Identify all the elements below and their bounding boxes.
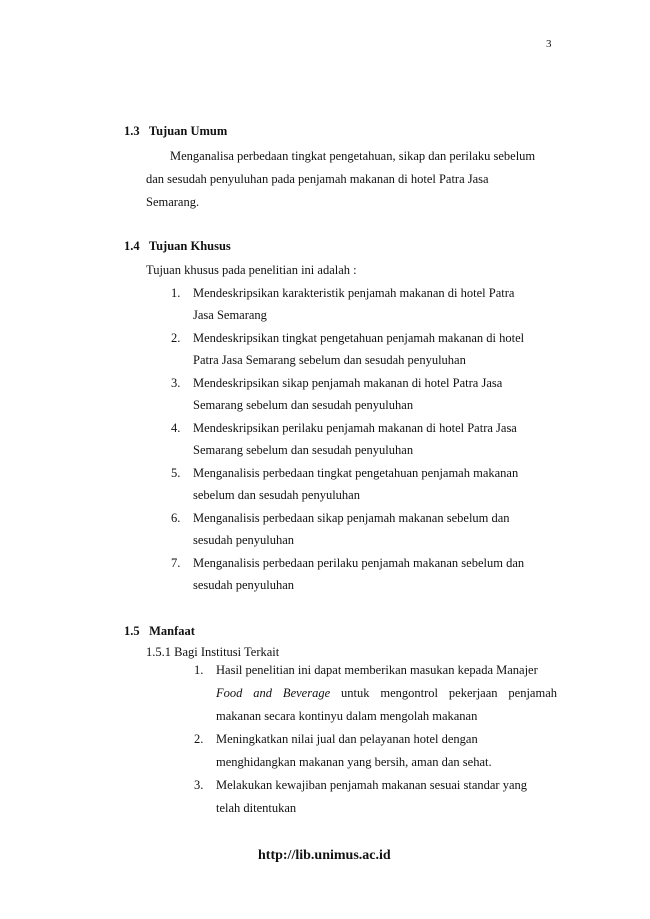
section-title: Tujuan Khusus (148, 239, 231, 253)
list-item-text: untuk mengontrol pekerjaan penjamah (341, 686, 557, 700)
list-number: 3. (194, 778, 204, 792)
italic-term: Food and Beverage (216, 686, 331, 700)
intro-text: Tujuan khusus pada penelitian ini adalah : (146, 263, 357, 277)
list-number: 3. (171, 376, 181, 390)
list-number: 4. (171, 421, 181, 435)
paragraph-line: dan sesudah penyuluhan pada penjamah makanan di hotel Patra Jasa (146, 172, 489, 186)
list-item-line: Meningkatkan nilai jual dan pelayanan hotel dengan (216, 732, 478, 746)
list-item-line: Menganalisis perbedaan sikap penjamah makanan sebelum dan (193, 511, 510, 525)
list-item-line: Mendeskripsikan tingkat pengetahuan penjamah makanan di hotel (193, 331, 525, 345)
list-item-line: sesudah penyuluhan (193, 578, 295, 592)
paragraph-line: Semarang. (146, 195, 200, 209)
list-item-line: telah ditentukan (216, 801, 297, 815)
footer-url: http://lib.unimus.ac.id (258, 848, 391, 863)
list-item-line: Melakukan kewajiban penjamah makanan sesuai standar yang (216, 778, 527, 792)
list-number: 2. (194, 732, 204, 746)
list-item-line: menghidangkan makanan yang bersih, aman dan sehat. (216, 755, 492, 769)
section-number: 1.4 (124, 239, 140, 253)
list-item-line: Menganalisis perbedaan tingkat pengetahuan penjamah makanan (193, 466, 519, 480)
list-item-line: Menganalisis perbedaan perilaku penjamah makanan sebelum dan (193, 556, 525, 570)
section-heading-1-3 (124, 124, 227, 139)
list-number: 1. (194, 663, 204, 677)
list-item-line: makanan secara kontinyu dalam mengolah makanan (216, 709, 478, 723)
list-item-line: Mendeskripsikan sikap penjamah makanan di hotel Patra Jasa (193, 376, 503, 390)
list-item-line: sebelum dan sesudah penyuluhan (193, 488, 360, 502)
list-item-line: Jasa Semarang (193, 308, 267, 322)
section-heading-1-5 (124, 624, 195, 639)
list-number: 7. (171, 556, 181, 570)
list-item-line: Semarang sebelum dan sesudah penyuluhan (193, 443, 414, 457)
paragraph-line: Menganalisa perbedaan tingkat pengetahuan, sikap dan perilaku sebelum (170, 149, 536, 163)
list-number: 5. (171, 466, 181, 480)
list-item-line: sesudah penyuluhan (193, 533, 295, 547)
list-number: 6. (171, 511, 181, 525)
list-item-line: Hasil penelitian ini dapat memberikan masukan kepada Manajer (216, 663, 538, 677)
list-item-line: Mendeskripsikan karakteristik penjamah makanan di hotel Patra (193, 286, 515, 300)
section-title: Tujuan Umum (148, 124, 228, 138)
list-item-line: Patra Jasa Semarang sebelum dan sesudah penyuluhan (193, 353, 466, 367)
page-number: 3 (546, 38, 552, 50)
section-number: 1.3 (124, 124, 140, 138)
list-number: 1. (171, 286, 181, 300)
section-number: 1.5 (124, 624, 140, 638)
section-heading-1-4 (124, 239, 231, 254)
subsection-heading: 1.5.1 Bagi Institusi Terkait (146, 645, 280, 659)
section-title: Manfaat (149, 624, 195, 638)
list-number: 2. (171, 331, 181, 345)
list-item-line: Semarang sebelum dan sesudah penyuluhan (193, 398, 414, 412)
list-item-line: Mendeskripsikan perilaku penjamah makanan di hotel Patra Jasa (193, 421, 517, 435)
list-item-line (216, 685, 557, 701)
